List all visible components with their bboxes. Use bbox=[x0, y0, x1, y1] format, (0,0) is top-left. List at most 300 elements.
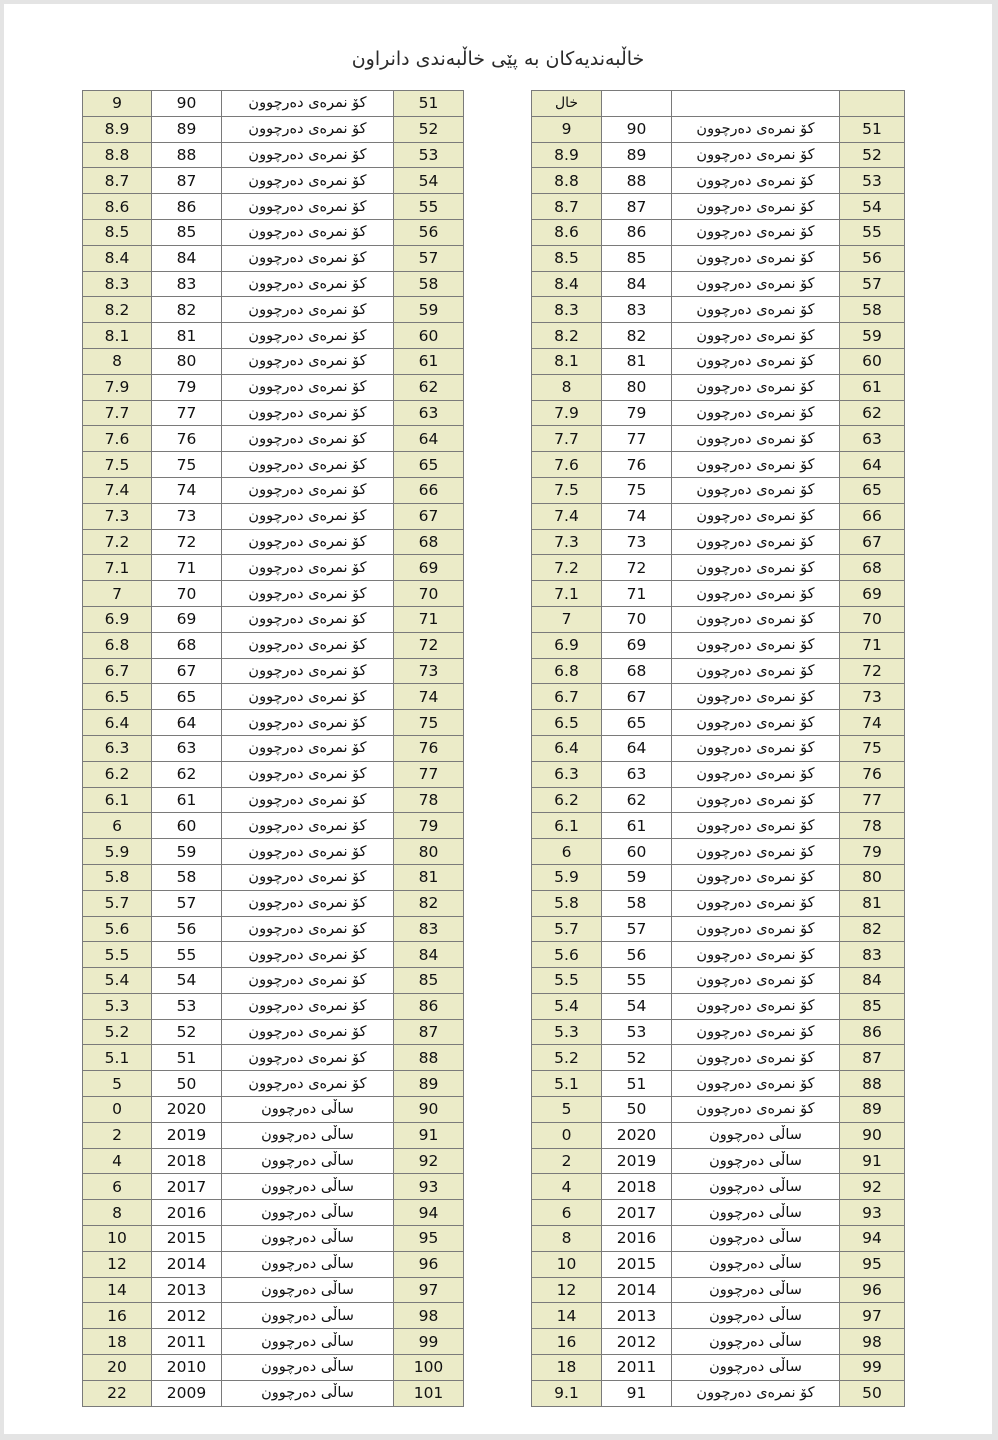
points-cell: 6.4 bbox=[532, 735, 602, 761]
value-cell: 74 bbox=[152, 477, 222, 503]
points-cell: 6 bbox=[83, 813, 152, 839]
value-cell: 54 bbox=[152, 968, 222, 994]
rank-cell: 95 bbox=[840, 1251, 905, 1277]
table-row bbox=[532, 916, 905, 942]
table-row bbox=[83, 606, 464, 632]
table-row bbox=[83, 1303, 464, 1329]
value-cell: 83 bbox=[602, 297, 672, 323]
table-row bbox=[83, 168, 464, 194]
criterion-cell: کۆ نمرەی دەرچوون bbox=[222, 1045, 394, 1071]
rank-cell: 64 bbox=[840, 452, 905, 478]
points-cell: 7.1 bbox=[83, 555, 152, 581]
rank-cell: 70 bbox=[840, 606, 905, 632]
value-cell: 68 bbox=[152, 632, 222, 658]
criterion-cell: کۆ نمرەی دەرچوون bbox=[672, 245, 840, 271]
rank-cell: 101 bbox=[394, 1380, 464, 1406]
points-cell: 8.8 bbox=[532, 168, 602, 194]
rank-cell: 70 bbox=[394, 581, 464, 607]
points-cell: 7.5 bbox=[83, 452, 152, 478]
rank-cell: 50 bbox=[840, 1380, 905, 1406]
value-cell: 2015 bbox=[602, 1251, 672, 1277]
rank-cell: 95 bbox=[394, 1226, 464, 1252]
rank-cell: 100 bbox=[394, 1355, 464, 1381]
criterion-cell: کۆ نمرەی دەرچوون bbox=[672, 168, 840, 194]
criterion-cell: کۆ نمرەی دەرچوون bbox=[222, 555, 394, 581]
value-cell: 88 bbox=[152, 142, 222, 168]
criterion-cell: کۆ نمرەی دەرچوون bbox=[672, 529, 840, 555]
criterion-cell: کۆ نمرەی دەرچوون bbox=[222, 942, 394, 968]
table-row bbox=[83, 529, 464, 555]
rank-cell: 80 bbox=[840, 864, 905, 890]
criterion-cell: کۆ نمرەی دەرچوون bbox=[672, 606, 840, 632]
criterion-cell: کۆ نمرەی دەرچوون bbox=[672, 477, 840, 503]
value-cell: 76 bbox=[602, 452, 672, 478]
points-cell: 8.6 bbox=[83, 194, 152, 220]
rank-cell: 79 bbox=[394, 813, 464, 839]
value-cell: 67 bbox=[602, 684, 672, 710]
value-cell: 81 bbox=[602, 348, 672, 374]
value-cell: 88 bbox=[602, 168, 672, 194]
rank-cell: 88 bbox=[840, 1071, 905, 1097]
criterion-cell: کۆ نمرەی دەرچوون bbox=[672, 1380, 840, 1406]
criterion-cell: کۆ نمرەی دەرچوون bbox=[672, 839, 840, 865]
points-cell: 6.2 bbox=[83, 761, 152, 787]
criterion-cell: کۆ نمرەی دەرچوون bbox=[222, 271, 394, 297]
value-cell: 52 bbox=[152, 1019, 222, 1045]
points-cell: 6.5 bbox=[532, 710, 602, 736]
points-cell: 8.3 bbox=[83, 271, 152, 297]
value-cell: 55 bbox=[602, 968, 672, 994]
rank-cell: 63 bbox=[394, 400, 464, 426]
value-cell: 56 bbox=[602, 942, 672, 968]
table-row bbox=[83, 477, 464, 503]
points-table-right-body bbox=[532, 116, 905, 1406]
points-cell: 4 bbox=[83, 1148, 152, 1174]
points-cell: 8 bbox=[83, 348, 152, 374]
value-cell: 2010 bbox=[152, 1355, 222, 1381]
rank-cell: 77 bbox=[394, 761, 464, 787]
table-row bbox=[83, 91, 464, 117]
value-cell: 52 bbox=[602, 1045, 672, 1071]
table-row bbox=[83, 1380, 464, 1406]
points-cell: 6.4 bbox=[83, 710, 152, 736]
rank-cell: 57 bbox=[840, 271, 905, 297]
value-cell: 69 bbox=[602, 632, 672, 658]
points-cell: 5 bbox=[83, 1071, 152, 1097]
criterion-cell: کۆ نمرەی دەرچوون bbox=[672, 710, 840, 736]
rank-cell: 92 bbox=[394, 1148, 464, 1174]
rank-cell: 94 bbox=[840, 1226, 905, 1252]
rank-cell: 69 bbox=[394, 555, 464, 581]
criterion-cell: کۆ نمرەی دەرچوون bbox=[672, 942, 840, 968]
criterion-cell: کۆ نمرەی دەرچوون bbox=[222, 658, 394, 684]
table-row bbox=[532, 813, 905, 839]
rank-cell: 83 bbox=[840, 942, 905, 968]
criterion-cell: کۆ نمرەی دەرچوون bbox=[672, 1097, 840, 1123]
rank-cell: 61 bbox=[840, 374, 905, 400]
points-cell: 8.9 bbox=[532, 142, 602, 168]
value-cell: 2019 bbox=[602, 1148, 672, 1174]
rank-cell: 63 bbox=[840, 426, 905, 452]
criterion-cell: کۆ نمرەی دەرچوون bbox=[222, 348, 394, 374]
rank-cell: 80 bbox=[394, 839, 464, 865]
table-row bbox=[83, 1019, 464, 1045]
table-row bbox=[532, 400, 905, 426]
rank-cell: 99 bbox=[840, 1355, 905, 1381]
points-cell: 6.7 bbox=[532, 684, 602, 710]
criterion-cell: ساڵی دەرچوون bbox=[222, 1303, 394, 1329]
rank-cell: 72 bbox=[840, 658, 905, 684]
points-cell: 6.1 bbox=[83, 787, 152, 813]
criterion-cell: کۆ نمرەی دەرچوون bbox=[222, 839, 394, 865]
table-row bbox=[83, 916, 464, 942]
value-cell: 61 bbox=[152, 787, 222, 813]
rank-cell: 93 bbox=[840, 1200, 905, 1226]
rank-cell: 81 bbox=[394, 864, 464, 890]
table-row bbox=[532, 1303, 905, 1329]
rank-cell: 87 bbox=[840, 1045, 905, 1071]
value-cell: 53 bbox=[602, 1019, 672, 1045]
value-cell: 65 bbox=[152, 684, 222, 710]
points-cell: 10 bbox=[532, 1251, 602, 1277]
value-cell: 79 bbox=[152, 374, 222, 400]
rank-cell: 57 bbox=[394, 245, 464, 271]
criterion-cell: کۆ نمرەی دەرچوون bbox=[222, 916, 394, 942]
value-cell: 51 bbox=[152, 1045, 222, 1071]
rank-cell: 65 bbox=[840, 477, 905, 503]
criterion-cell: کۆ نمرەی دەرچوون bbox=[222, 245, 394, 271]
table-row bbox=[83, 1355, 464, 1381]
points-cell: 5.7 bbox=[532, 916, 602, 942]
value-cell: 50 bbox=[602, 1097, 672, 1123]
points-cell: 6 bbox=[83, 1174, 152, 1200]
points-cell: 7.7 bbox=[83, 400, 152, 426]
table-row bbox=[532, 529, 905, 555]
table-row bbox=[83, 452, 464, 478]
table-row bbox=[532, 942, 905, 968]
criterion-cell: کۆ نمرەی دەرچوون bbox=[672, 993, 840, 1019]
points-cell: 8.9 bbox=[83, 116, 152, 142]
rank-cell: 78 bbox=[394, 787, 464, 813]
value-cell: 84 bbox=[152, 245, 222, 271]
rank-cell: 98 bbox=[394, 1303, 464, 1329]
table-row bbox=[83, 632, 464, 658]
criterion-cell: کۆ نمرەی دەرچوون bbox=[222, 297, 394, 323]
table-row bbox=[83, 993, 464, 1019]
points-cell: 7.5 bbox=[532, 477, 602, 503]
value-cell: 82 bbox=[602, 323, 672, 349]
criterion-cell: ساڵی دەرچوون bbox=[672, 1200, 840, 1226]
table-row bbox=[83, 1122, 464, 1148]
table-row bbox=[83, 710, 464, 736]
table-row bbox=[83, 735, 464, 761]
value-cell: 2016 bbox=[602, 1226, 672, 1252]
value-cell: 64 bbox=[152, 710, 222, 736]
rank-cell: 99 bbox=[394, 1329, 464, 1355]
value-cell: 63 bbox=[152, 735, 222, 761]
value-cell: 60 bbox=[602, 839, 672, 865]
value-cell: 69 bbox=[152, 606, 222, 632]
value-cell: 70 bbox=[602, 606, 672, 632]
criterion-cell: کۆ نمرەی دەرچوون bbox=[222, 787, 394, 813]
rank-cell: 58 bbox=[394, 271, 464, 297]
points-cell: 7.6 bbox=[532, 452, 602, 478]
table-row bbox=[83, 348, 464, 374]
value-cell: 74 bbox=[602, 503, 672, 529]
value-cell: 89 bbox=[602, 142, 672, 168]
points-cell: 16 bbox=[83, 1303, 152, 1329]
points-cell: 14 bbox=[532, 1303, 602, 1329]
value-cell: 54 bbox=[602, 993, 672, 1019]
rank-cell: 97 bbox=[394, 1277, 464, 1303]
rank-cell: 73 bbox=[394, 658, 464, 684]
criterion-cell: کۆ نمرەی دەرچوون bbox=[222, 581, 394, 607]
criterion-cell: کۆ نمرەی دەرچوون bbox=[222, 529, 394, 555]
rank-cell: 66 bbox=[840, 503, 905, 529]
value-cell: 64 bbox=[602, 735, 672, 761]
points-cell: 6.9 bbox=[83, 606, 152, 632]
table-header-row bbox=[532, 91, 905, 117]
rank-cell: 97 bbox=[840, 1303, 905, 1329]
value-cell: 50 bbox=[152, 1071, 222, 1097]
rank-cell: 91 bbox=[840, 1148, 905, 1174]
criterion-cell: کۆ نمرەی دەرچوون bbox=[222, 323, 394, 349]
points-cell: 18 bbox=[532, 1355, 602, 1381]
criterion-cell: ساڵی دەرچوون bbox=[222, 1148, 394, 1174]
points-cell: 8.1 bbox=[532, 348, 602, 374]
rank-cell: 75 bbox=[394, 710, 464, 736]
rank-cell: 79 bbox=[840, 839, 905, 865]
value-cell: 2012 bbox=[152, 1303, 222, 1329]
rank-cell: 90 bbox=[840, 1122, 905, 1148]
table-row bbox=[83, 426, 464, 452]
points-cell: 8.7 bbox=[83, 168, 152, 194]
table-row bbox=[83, 787, 464, 813]
rank-cell: 56 bbox=[840, 245, 905, 271]
table-row bbox=[532, 1122, 905, 1148]
rank-cell: 66 bbox=[394, 477, 464, 503]
table-row bbox=[532, 839, 905, 865]
table-row bbox=[532, 1071, 905, 1097]
value-cell: 63 bbox=[602, 761, 672, 787]
rank-cell: 77 bbox=[840, 787, 905, 813]
table-row bbox=[83, 323, 464, 349]
value-cell: 75 bbox=[152, 452, 222, 478]
points-cell: 0 bbox=[532, 1122, 602, 1148]
value-cell: 2019 bbox=[152, 1122, 222, 1148]
table-row bbox=[83, 297, 464, 323]
points-cell: 8.7 bbox=[532, 194, 602, 220]
rank-cell: 92 bbox=[840, 1174, 905, 1200]
table-row bbox=[532, 684, 905, 710]
rank-cell: 60 bbox=[394, 323, 464, 349]
points-cell: 10 bbox=[83, 1226, 152, 1252]
value-cell: 57 bbox=[152, 890, 222, 916]
points-cell: 6.8 bbox=[532, 658, 602, 684]
table-row bbox=[83, 813, 464, 839]
criterion-cell: ساڵی دەرچوون bbox=[672, 1355, 840, 1381]
rank-cell: 56 bbox=[394, 219, 464, 245]
table-row bbox=[532, 968, 905, 994]
criterion-cell: ساڵی دەرچوون bbox=[222, 1122, 394, 1148]
criterion-cell: کۆ نمرەی دەرچوون bbox=[672, 142, 840, 168]
table-row bbox=[83, 761, 464, 787]
table-row bbox=[532, 1329, 905, 1355]
table-row bbox=[83, 503, 464, 529]
table-row bbox=[532, 1380, 905, 1406]
criterion-cell: ساڵی دەرچوون bbox=[222, 1226, 394, 1252]
criterion-cell: کۆ نمرەی دەرچوون bbox=[672, 555, 840, 581]
rank-cell: 62 bbox=[840, 400, 905, 426]
points-cell: 8 bbox=[532, 374, 602, 400]
rank-cell: 55 bbox=[394, 194, 464, 220]
table-row bbox=[83, 658, 464, 684]
rank-cell: 67 bbox=[840, 529, 905, 555]
points-cell: 6.1 bbox=[532, 813, 602, 839]
rank-cell: 85 bbox=[840, 993, 905, 1019]
table-row bbox=[83, 1200, 464, 1226]
points-cell: 8.1 bbox=[83, 323, 152, 349]
points-cell: 5.5 bbox=[83, 942, 152, 968]
value-cell: 2011 bbox=[602, 1355, 672, 1381]
table-row bbox=[83, 555, 464, 581]
points-cell: 7.3 bbox=[532, 529, 602, 555]
criterion-cell: کۆ نمرەی دەرچوون bbox=[672, 452, 840, 478]
criterion-cell: کۆ نمرەی دەرچوون bbox=[672, 787, 840, 813]
criterion-cell: ساڵی دەرچوون bbox=[672, 1122, 840, 1148]
table-row bbox=[532, 142, 905, 168]
table-row bbox=[83, 1251, 464, 1277]
table-row bbox=[532, 194, 905, 220]
points-cell: 12 bbox=[83, 1251, 152, 1277]
rank-cell: 96 bbox=[840, 1277, 905, 1303]
table-row bbox=[532, 1226, 905, 1252]
rank-cell: 67 bbox=[394, 503, 464, 529]
points-cell: 7.3 bbox=[83, 503, 152, 529]
value-cell: 2016 bbox=[152, 1200, 222, 1226]
value-cell: 73 bbox=[602, 529, 672, 555]
points-cell: 5.9 bbox=[532, 864, 602, 890]
value-cell: 2014 bbox=[152, 1251, 222, 1277]
criterion-cell: کۆ نمرەی دەرچوون bbox=[672, 1019, 840, 1045]
rank-cell: 84 bbox=[840, 968, 905, 994]
value-cell: 65 bbox=[602, 710, 672, 736]
criterion-cell: کۆ نمرەی دەرچوون bbox=[222, 142, 394, 168]
criterion-cell: کۆ نمرەی دەرچوون bbox=[222, 168, 394, 194]
criterion-cell: کۆ نمرەی دەرچوون bbox=[672, 323, 840, 349]
table-row bbox=[532, 348, 905, 374]
rank-cell: 81 bbox=[840, 890, 905, 916]
value-cell: 73 bbox=[152, 503, 222, 529]
criterion-cell: کۆ نمرەی دەرچوون bbox=[222, 374, 394, 400]
points-cell: 5.8 bbox=[83, 864, 152, 890]
table-row bbox=[532, 374, 905, 400]
table-row bbox=[83, 1045, 464, 1071]
rank-cell: 88 bbox=[394, 1045, 464, 1071]
points-cell: 5.4 bbox=[532, 993, 602, 1019]
points-cell: 6 bbox=[532, 1200, 602, 1226]
points-cell: 2 bbox=[83, 1122, 152, 1148]
table-row bbox=[532, 1251, 905, 1277]
points-cell: 5 bbox=[532, 1097, 602, 1123]
rank-cell: 84 bbox=[394, 942, 464, 968]
table-row bbox=[83, 271, 464, 297]
points-cell: 7.9 bbox=[532, 400, 602, 426]
points-cell: 5.9 bbox=[83, 839, 152, 865]
criterion-cell: ساڵی دەرچوون bbox=[672, 1148, 840, 1174]
criterion-cell: کۆ نمرەی دەرچوون bbox=[672, 374, 840, 400]
criterion-cell: کۆ نمرەی دەرچوون bbox=[672, 271, 840, 297]
criterion-cell: کۆ نمرەی دەرچوون bbox=[672, 348, 840, 374]
points-cell: 6.2 bbox=[532, 787, 602, 813]
value-cell: 2018 bbox=[602, 1174, 672, 1200]
table-row bbox=[83, 864, 464, 890]
criterion-cell: کۆ نمرەی دەرچوون bbox=[672, 581, 840, 607]
criterion-cell: کۆ نمرەی دەرچوون bbox=[222, 91, 394, 117]
rank-cell: 55 bbox=[840, 219, 905, 245]
value-cell: 77 bbox=[602, 426, 672, 452]
rank-cell: 93 bbox=[394, 1174, 464, 1200]
rank-cell: 82 bbox=[394, 890, 464, 916]
criterion-cell: کۆ نمرەی دەرچوون bbox=[672, 968, 840, 994]
points-cell: 9.1 bbox=[532, 1380, 602, 1406]
points-cell: 5.5 bbox=[532, 968, 602, 994]
criterion-cell: ساڵی دەرچوون bbox=[222, 1380, 394, 1406]
value-cell: 2020 bbox=[602, 1122, 672, 1148]
points-cell: 8.8 bbox=[83, 142, 152, 168]
criterion-cell: ساڵی دەرچوون bbox=[222, 1200, 394, 1226]
criterion-cell: کۆ نمرەی دەرچوون bbox=[672, 684, 840, 710]
table-row bbox=[532, 245, 905, 271]
points-cell: 9 bbox=[83, 91, 152, 117]
value-cell: 2011 bbox=[152, 1329, 222, 1355]
table-row bbox=[83, 400, 464, 426]
criterion-cell: ساڵی دەرچوون bbox=[672, 1251, 840, 1277]
points-cell: 7.2 bbox=[83, 529, 152, 555]
criterion-cell: کۆ نمرەی دەرچوون bbox=[672, 116, 840, 142]
rank-cell: 78 bbox=[840, 813, 905, 839]
value-cell: 2013 bbox=[602, 1303, 672, 1329]
table-row bbox=[532, 1200, 905, 1226]
criterion-cell: کۆ نمرەی دەرچوون bbox=[672, 426, 840, 452]
rank-cell: 89 bbox=[394, 1071, 464, 1097]
points-cell: 7.7 bbox=[532, 426, 602, 452]
points-cell: 8 bbox=[83, 1200, 152, 1226]
criterion-cell: کۆ نمرەی دەرچوون bbox=[222, 761, 394, 787]
value-cell: 62 bbox=[602, 787, 672, 813]
criterion-cell: کۆ نمرەی دەرچوون bbox=[222, 735, 394, 761]
header-value bbox=[602, 91, 672, 117]
value-cell: 53 bbox=[152, 993, 222, 1019]
points-cell: 7.4 bbox=[83, 477, 152, 503]
points-cell: 4 bbox=[532, 1174, 602, 1200]
rank-cell: 89 bbox=[840, 1097, 905, 1123]
rank-cell: 71 bbox=[394, 606, 464, 632]
rank-cell: 58 bbox=[840, 297, 905, 323]
points-cell: 5.7 bbox=[83, 890, 152, 916]
value-cell: 55 bbox=[152, 942, 222, 968]
value-cell: 72 bbox=[152, 529, 222, 555]
value-cell: 2017 bbox=[152, 1174, 222, 1200]
points-cell: 6 bbox=[532, 839, 602, 865]
table-row bbox=[532, 787, 905, 813]
criterion-cell: کۆ نمرەی دەرچوون bbox=[222, 1019, 394, 1045]
value-cell: 2012 bbox=[602, 1329, 672, 1355]
table-row bbox=[532, 581, 905, 607]
value-cell: 2009 bbox=[152, 1380, 222, 1406]
criterion-cell: ساڵی دەرچوون bbox=[672, 1277, 840, 1303]
table-row bbox=[83, 374, 464, 400]
